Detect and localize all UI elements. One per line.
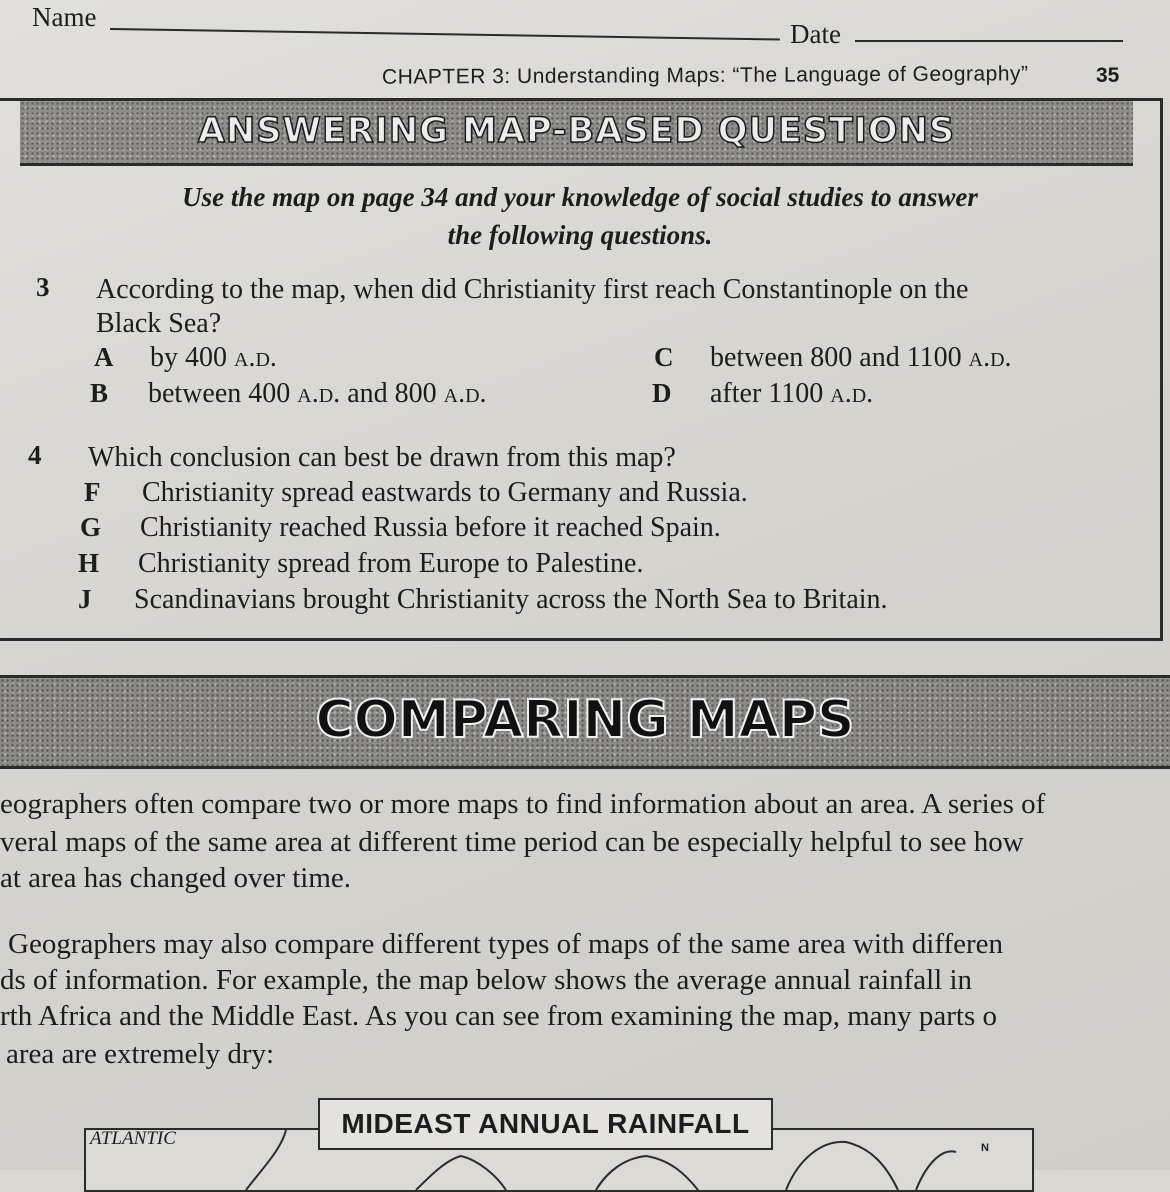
paragraph-2-line-3: rth Africa and the Middle East. As you can see from examining the map, many parts o	[0, 1000, 998, 1032]
instruction-line-2: the following questions.	[447, 220, 713, 250]
comparing-banner	[0, 675, 1170, 769]
instruction-line-1: Use the map on page 34 and your knowledge of social studies to answer	[182, 182, 978, 212]
option-4j[interactable]	[78, 584, 888, 615]
paragraph-1-line-3: at area has changed over time.	[0, 862, 352, 894]
paragraph-2-line-4: area are extremely dry:	[6, 1038, 275, 1070]
option-letter: A	[94, 342, 114, 372]
option-4f[interactable]	[84, 477, 748, 508]
option-letter: D	[652, 378, 672, 408]
option-letter: C	[654, 342, 674, 372]
map-title: MIDEAST ANNUAL RAINFALL	[318, 1098, 773, 1150]
option-letter: B	[90, 378, 109, 408]
answering-banner	[20, 101, 1133, 166]
date-line	[855, 40, 1123, 42]
map-label-atlantic: ATLANTIC	[90, 1128, 176, 1149]
option-text: Christianity reached Russia before it reached Spain.	[140, 512, 721, 543]
question-4-text: Which conclusion can best be drawn from this map?	[88, 442, 676, 473]
paragraph-2-line-2: ds of information. For example, the map below shows the average annual rainfall in	[0, 964, 973, 996]
option-letter: H	[78, 548, 100, 578]
date-label: Date	[790, 19, 841, 49]
option-text: between 400 a.d. and 800 a.d.	[148, 378, 487, 409]
compass-north-label: N	[981, 1142, 989, 1154]
option-3b[interactable]	[90, 378, 487, 409]
question-3-text: According to the map, when did Christianity first reach Constantinople on the	[96, 274, 969, 305]
option-3a[interactable]	[94, 342, 277, 373]
comparing-banner-title: COMPARING MAPS	[315, 690, 855, 750]
option-4g[interactable]	[80, 512, 721, 543]
question-3-number: 3	[36, 272, 50, 302]
option-3c[interactable]	[654, 342, 1012, 373]
option-letter: G	[80, 512, 102, 542]
option-text: Scandinavians brought Christianity across the North Sea to Britain.	[134, 584, 888, 615]
name-label: Name	[32, 2, 97, 32]
option-text: Christianity spread eastwards to Germany and Russia.	[142, 477, 748, 508]
option-3d[interactable]	[652, 378, 874, 409]
paragraph-1-line-1: eographers often compare two or more maps to find information about an area. A series of	[0, 788, 1046, 820]
question-3-text-cont: Black Sea?	[96, 308, 222, 339]
page-number: 35	[1096, 64, 1120, 87]
paragraph-1-line-2: veral maps of the same area at different time period can be especially helpful to see how	[0, 826, 1024, 858]
option-text: by 400 a.d.	[150, 342, 277, 373]
question-4-number: 4	[28, 440, 42, 470]
option-text: Christianity spread from Europe to Palestine.	[138, 548, 644, 579]
option-text: after 1100 a.d.	[710, 378, 874, 409]
chapter-title: CHAPTER 3: Understanding Maps: “The Language of Geography”	[381, 62, 1029, 89]
option-letter: J	[78, 584, 92, 614]
option-4h[interactable]	[78, 548, 644, 579]
option-text: between 800 and 1100 a.d.	[710, 342, 1012, 373]
paragraph-2-line-1: Geographers may also compare different types of maps of the same area with differen	[8, 928, 1004, 960]
answering-banner-title: ANSWERING MAP-BASED QUESTIONS	[197, 111, 956, 151]
option-letter: F	[84, 477, 101, 507]
